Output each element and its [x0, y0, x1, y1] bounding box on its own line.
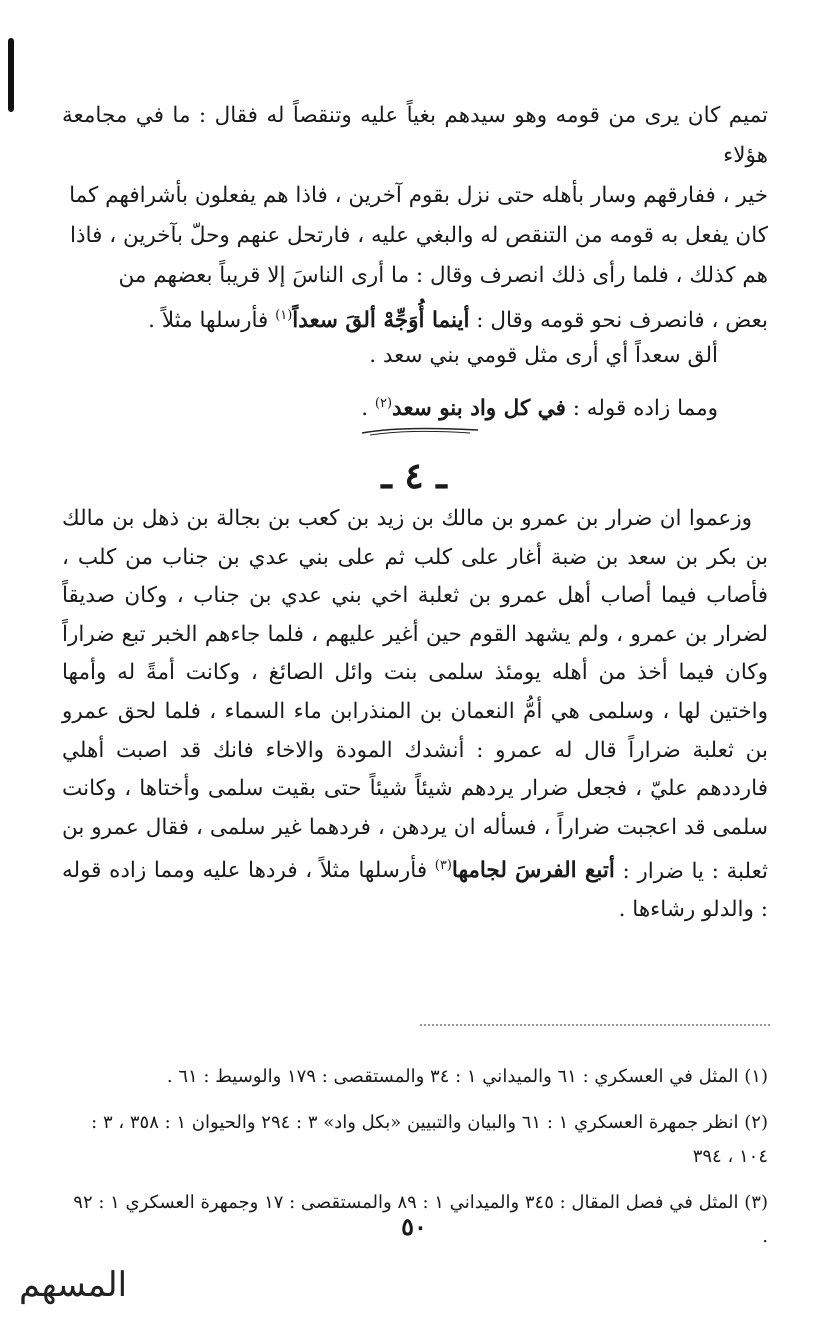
proverb-text: أينما أُوَجِّهْ ألقَ سعداً: [292, 308, 470, 334]
paragraph-last-line: [62, 296, 768, 341]
footnote-ref: (٢): [374, 396, 393, 411]
paragraph-line: هم كذلك ، فلما رأى ذلك انصرف وقال : ما أرى الناسَ إلا قريباً بعضهم من: [118, 263, 768, 288]
decorative-swoosh: [360, 424, 480, 436]
footnote-divider: [420, 1024, 770, 1026]
proverb-text: في كل واد بنو سعد: [392, 396, 566, 422]
paragraph-text: وزعموا ان ضرار بن عمرو بن مالك بن زيد بن كعب بن بجالة بن ذهل بن مالك بن بكر بن سعد بن ضبة أغار على كلب ثم على بني عدي بن جناب من كلب ، فأصاب فيما أصاب أهل عمرو بن ثعلبة اخي بني عدي بن جناب ، وكان صديقاً لضرار بن عمرو ، ولم يشهد القوم حين أغير عليهم ، فلما جاءهم الخبر تبع ضراراً وكان فيما أخذ من أهله يومئذ سلمى بنت وائل الصائغ ، وكانت أمةً له وأمها واختين لها ، وسلمى هي أمُّ النعمان بن المنذرابن ماء السماء ، فلما لحق عمرو بن ثعلبة ضراراً قال له عمرو : أنشدك المودة والاخاء فانك قد اصبت أهلي فارددهم عليّ ، فجعل ضرار يردهم شيئاً شيئاً حتى بقيت سلمى وأختاها ، وكانت سلمى قد اعجبت ضراراً ، فسأله ان يردهن ، فردهما غير سلمى ، فقال عمرو بن ثعلبة : يا ضرار :: [62, 506, 769, 884]
paragraph-line: تميم كان يرى من قومه وهو سيدهم بغياً عليه وتنقصاً له فقال : ما في مجامعة هؤلاء: [62, 103, 768, 168]
line-text: بعض ، فانصرف نحو قومه وقال :: [469, 308, 768, 334]
line-text: فأرسلها مثلاً .: [148, 308, 276, 334]
section-number: ـ ٤ ـ: [381, 455, 447, 497]
footnote: (٢) انظر جمهرة العسكري ١ : ٦١ والبيان والتبيين «بكل واد» ٣ : ٢٩٤ والحيوان ١ : ٣٥٨ ، ٣ : ١٠٤ ، ٣٩٤: [91, 1112, 768, 1167]
page-edge-mark: [8, 38, 14, 112]
verse-line-2: [361, 384, 718, 429]
footnote-ref: (٣): [434, 858, 452, 874]
paragraph-text: فأرسلها مثلاً ، فردها عليه ومما زاده قوله : والدلو رشاءها .: [62, 858, 768, 923]
publisher-logo: المسهم: [18, 1265, 128, 1305]
proverb-text: أتبع الفرسَ لجامها: [451, 858, 615, 884]
footnote-ref: (١): [275, 308, 293, 323]
main-paragraph: [62, 500, 768, 930]
top-paragraph: [62, 96, 768, 341]
paragraph-line: كان يفعل به قومه من التنقص له والبغي عليه ، فارتحل عنهم وحلّ بآخرين ، فاذا: [69, 223, 768, 248]
verse-text: ومما زاده قوله :: [565, 396, 718, 422]
verse-text: .: [361, 396, 375, 422]
footnote: (١) المثل في العسكري : ٦١ والميداني ١ : ٣٤ والمستقصى : ١٧٩ والوسيط : ٦١ .: [166, 1066, 768, 1087]
footnote: (٣) المثل في فصل المقال : ٣٤٥ والميداني ١ : ٨٩ والمستقصى : ١٧ وجمهرة العسكري ١ : ٩٢ .: [73, 1192, 768, 1247]
page-number: ٥٠: [401, 1212, 427, 1241]
verse-line-1: ألق سعداً أي أرى مثل قومي بني سعد .: [369, 343, 718, 368]
paragraph-line: خير ، ففارقهم وسار بأهله حتى نزل بقوم آخرين ، فاذا هم يفعلون بأشرافهم كما: [69, 183, 768, 208]
